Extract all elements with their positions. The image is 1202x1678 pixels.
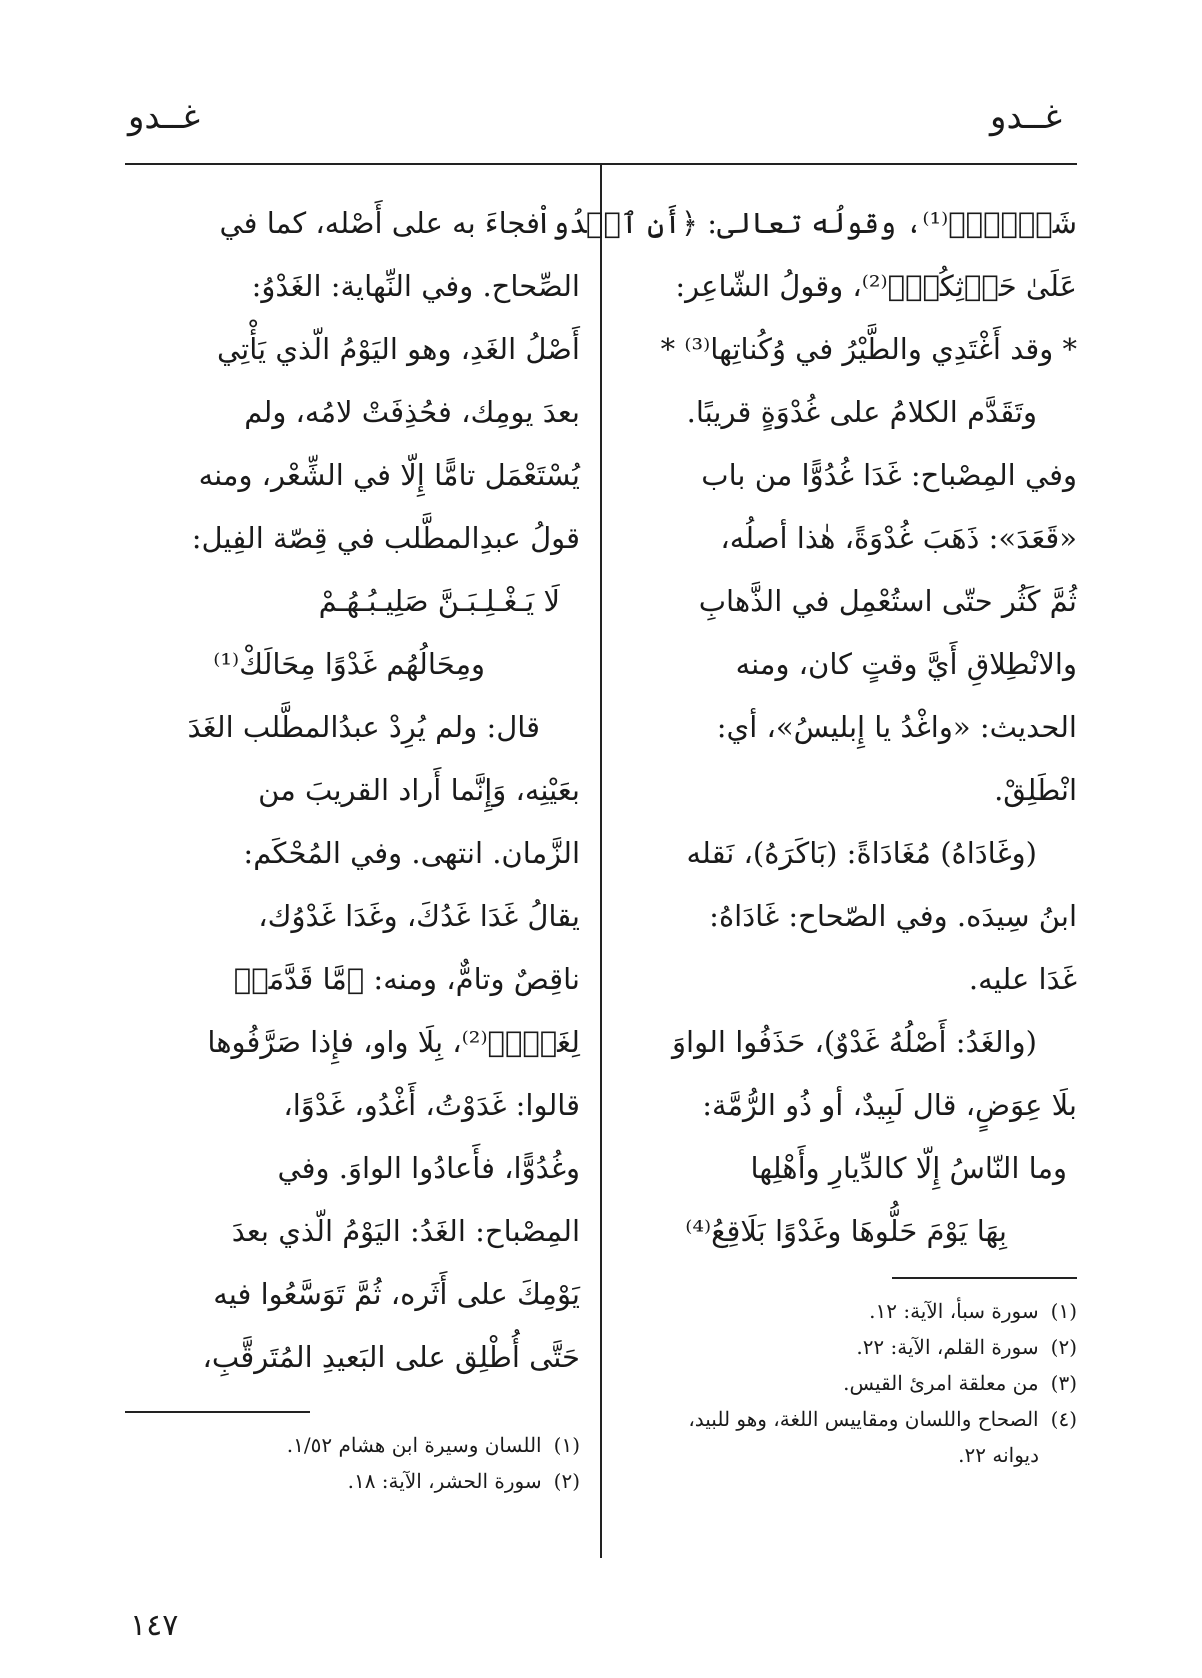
text-line: بعَيْنِه، وَإِنَّما أَراد القريبَ من xyxy=(258,773,580,807)
verse-hemistich-2: ومِحَالُهُم غَدْوًا مِحَالَكْ⁽¹⁾ xyxy=(213,647,485,681)
text-line: يَوْمِكَ على أَثَره، ثُمَّ تَوَسَّعُوا فيه xyxy=(213,1277,580,1311)
text-line: أَصْلُ الغَدِ، وهو اليَوْمُ الّذي يَأْتِي xyxy=(216,332,580,366)
text-line: المِصْباح: الغَدُ: اليَوْمُ الّذي بعدَ xyxy=(231,1214,580,1248)
text-line: ابنُ سِيدَه. وفي الصّحاح: غَادَاهُ: xyxy=(709,899,1077,933)
text-line: الزَّمان. انتهى. وفي المُحْكَم: xyxy=(243,836,580,870)
footnote-number: (٢) xyxy=(553,1469,580,1493)
text-line: * وقد أَغْتَدِي والطَّيْرُ في وُكُناتِها⁽³⁾ * xyxy=(660,332,1077,366)
text-line: شَهۡرٞۖ﴾⁽¹⁾، وقولُه تعالى: ﴿أَنِ ٱغۡدُواْ xyxy=(535,206,1077,240)
text-line: لِغَدٖۖ﴾⁽²⁾، بِلَا واو، فإِذا صَرَّفُوها xyxy=(207,1025,580,1059)
footnote-rule xyxy=(125,1411,310,1413)
running-header-left: غــدو xyxy=(128,97,200,137)
text-line: انْطَلِقْ. xyxy=(994,773,1077,807)
footnote-text: سورة القلم، الآية: ٢٢. xyxy=(856,1335,1039,1359)
footnote xyxy=(125,1463,580,1499)
footnote-rule xyxy=(892,1277,1077,1279)
left-column xyxy=(125,192,580,1499)
footnote-text: ديوانه ٢٢. xyxy=(958,1443,1039,1467)
text-line: الصِّحاح. وفي النِّهاية: الغَدْوُ: xyxy=(251,269,580,303)
footnote-text: اللسان وسيرة ابن هشام ١/٥٢. xyxy=(286,1433,542,1457)
text-line: بلَا عِوَضٍ، قال لَبِيدٌ، أو ذُو الرُّمَّة: xyxy=(702,1088,1077,1122)
text-line: يقالُ غَدَا غَدُكَ، وغَدَا غَدْوُك، xyxy=(258,899,580,933)
footnote-number: (٢) xyxy=(1050,1335,1077,1359)
footnote-number: (٤) xyxy=(1050,1407,1077,1431)
footnote-continuation xyxy=(625,1437,1077,1473)
footnote xyxy=(625,1401,1077,1437)
running-header-right: غــدو xyxy=(990,97,1062,137)
text-line: غَدَا عليه. xyxy=(968,962,1077,996)
footnote-number: (١) xyxy=(1050,1299,1077,1323)
text-line: قولُ عبدِالمطَّلب في قِصّة الفِيل: xyxy=(191,521,580,555)
text-line: قال: ولم يُرِدْ عبدُالمطَّلب الغَدَ xyxy=(187,710,540,744)
text-line: (والغَدُ: أَصْلُهُ غَدْوٌ)، حَذَفُوا الواوَ xyxy=(672,1025,1037,1059)
footnote-number: (٣) xyxy=(1050,1371,1077,1395)
text-line: بعدَ يومِك، فحُذِفَتْ لامُه، ولم xyxy=(244,395,580,429)
footnote xyxy=(625,1329,1077,1365)
footnote-text: من معلقة امرئ القيس. xyxy=(843,1371,1039,1395)
footnote xyxy=(625,1293,1077,1329)
text-line: (وغَادَاهُ) مُغَادَاةً: (بَاكَرَهُ)، نَقله xyxy=(686,836,1037,870)
text-line: وفي المِصْباح: غَدَا غُدُوًّا من باب xyxy=(701,458,1077,492)
text-line: قالوا: غَدَوْتُ، أَغْدُو، غَدْوًا، xyxy=(283,1088,580,1122)
right-column xyxy=(535,192,1077,1473)
text-line: يُسْتَعْمَل تامًّا إِلّا في الشِّعْر، ومنه xyxy=(198,458,580,492)
page-number: ١٤٧ xyxy=(130,1608,179,1643)
footnote xyxy=(125,1427,580,1463)
verse-hemistich-1: وما النّاسُ إِلّا كالدِّيارِ وأَهْلِها xyxy=(750,1151,1067,1185)
footnote-number: (١) xyxy=(553,1433,580,1457)
text-line: حَتَّى أُطْلِق على البَعيدِ المُتَرقَّبِ، xyxy=(202,1340,580,1374)
verse-hemistich-2: بِهَا يَوْمَ حَلُّوهَا وغَدْوًا بَلَاقِعُ⁽⁴⁾ xyxy=(685,1214,1007,1248)
footnote-text: سورة سبأ، الآية: ١٢. xyxy=(869,1299,1039,1323)
verse-hemistich-1: لَا يَـغْـلِـبَـنَّ صَلِيـبُـهُـمْ xyxy=(318,584,560,618)
text-line: وتَقَدَّم الكلامُ على غُدْوَةٍ قريبًا. xyxy=(686,395,1037,429)
text-line: «قَعَدَ»: ذَهَبَ غُدْوَةً، هٰذا أصلُه، xyxy=(720,521,1077,555)
text-line: عَلَىٰ حَرۡثِكُمۡ﴾⁽²⁾، وقولُ الشّاعِر: xyxy=(675,269,1077,303)
footnote-text: الصحاح واللسان ومقاييس اللغة، وهو للبيد، xyxy=(688,1407,1039,1431)
text-line: وغُدُوًّا، فأَعادُوا الواوَ. وفي xyxy=(277,1151,580,1185)
text-line: ثُمَّ كَثُر حتّى استُعْمِل في الذَّهابِ xyxy=(698,584,1077,618)
text-line: والانْطِلاقِ أَيَّ وقتٍ كان، ومنه xyxy=(735,647,1077,681)
text-line: ناقِصٌ وتامٌّ، ومنه: ﴿مَّا قَدَّمَتۡ xyxy=(233,962,580,996)
column-divider xyxy=(600,165,602,1558)
footnote xyxy=(625,1365,1077,1401)
text-line: فجاءَ به على أَصْله، كما في xyxy=(219,206,540,240)
text-line: الحديث: «واغْدُ يا إِبليسُ»، أي: xyxy=(716,710,1077,744)
footnote-text: سورة الحشر، الآية: ١٨. xyxy=(347,1469,542,1493)
